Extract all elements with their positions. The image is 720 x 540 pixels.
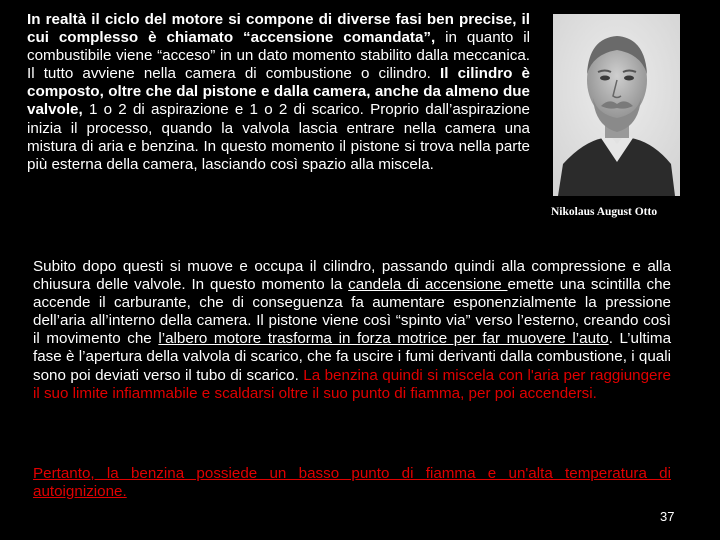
process-text-continued: emette una scintilla che accende il carburante, che di conseguenza fa aumentare esponenzialmente la pressione dell’aria all’interno della camera. Il pistone viene così “spinto via” verso l’esterno, creando così il movimento che xyxy=(33,276,672,348)
intro-bold-lead: In realtà il ciclo del motore si compone di diverse fasi ben precise, il cui complesso è chiamato “accensione comandata”, xyxy=(27,11,530,47)
conclusion-text: Pertanto, la benzina possiede un basso punto di fiamma e un'alta temperatura di autoignizione. xyxy=(33,465,671,501)
highlighted-conclusion-text: La benzina quindi si miscela con l'aria per raggiungere il suo limite infiammabile e scaldarsi oltre il suo punto di fiamma, per poi accendersi. xyxy=(33,366,672,402)
process-paragraph xyxy=(33,258,671,403)
otto-portrait xyxy=(553,14,680,196)
intro-paragraph xyxy=(27,11,530,174)
crankshaft-link[interactable]: l’albero motore trasforma in forza motrice per far muovere l’auto xyxy=(158,330,609,348)
intro-text: in quanto il combustibile viene “acceso” in un dato momento stabilito dalla meccanica. Il tutto avviene nella camera di combustione o cilindro. xyxy=(27,29,530,83)
process-text: Subito dopo questi si muove e occupa il cilindro, passando quindi alla compressione e alla chiusura delle valvole. In questo momento la xyxy=(33,258,671,294)
portrait-image xyxy=(553,14,680,196)
page-number: 37 xyxy=(660,509,675,524)
spark-plug-link[interactable]: candela di accensione xyxy=(348,276,508,294)
intro-text-continued: 1 o 2 di aspirazione e 1 o 2 di scarico. Proprio dall’aspirazione inizia il processo, quando la valvola lascia entrare nella camera una mistura di aria e benzina. In questo momento il pistone si trova nella parte più esterna della camera, lasciando così spazio alla miscela. xyxy=(27,101,530,173)
portrait-caption: Nikolaus August Otto xyxy=(551,206,658,218)
process-text-end: . L’ultima fase è l’apertura della valvola di scarico, che fa uscire i fumi derivanti dalla combustione, i quali sono poi deviati verso il tubo di scarico. xyxy=(33,330,672,384)
cylinder-definition: Il cilindro è composto, oltre che dal pistone e dalla camera, anche da almeno due valvole, xyxy=(27,65,530,119)
